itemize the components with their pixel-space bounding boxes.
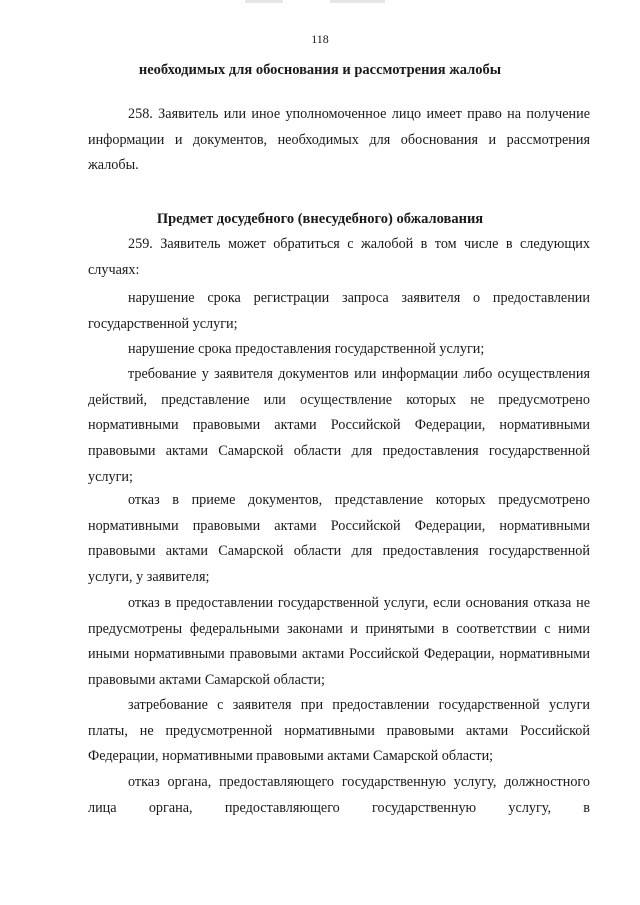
list-item: нарушение срока регистрации запроса заявителя о предоставлении государственной услуги;	[88, 290, 590, 332]
scan-artifact	[330, 0, 385, 3]
list-item: отказ в приеме документов, представление которых предусмотрено нормативными правовыми актами Российской Федерации, нормативными правовыми актами Самарской области для предоставления государственной услуги, у заявителя;	[88, 492, 590, 586]
section-heading-continued: необходимых для обоснования и рассмотрения жалобы	[138, 62, 502, 78]
list-item: нарушение срока предоставления государственной услуги;	[128, 341, 485, 357]
list-item: отказ в предоставлении государственной услуги, если основания отказа не предусмотрены федеральными законами и принятыми в соответствии с ними иными нормативными правовыми актами Российской Федерации, нормативными правовыми актами Самарской области;	[88, 595, 590, 689]
page-number: 118	[311, 32, 329, 46]
section-heading: Предмет досудебного (внесудебного) обжалования	[156, 211, 484, 227]
list-item: отказ органа, предоставляющего государственную услугу, должностного лица органа, предоставляющего государственную услугу, в	[88, 774, 590, 816]
paragraph-259: 259. Заявитель может обратиться с жалобой в том числе в следующих случаях:	[88, 236, 590, 278]
scan-artifact	[245, 0, 283, 3]
list-item: затребование с заявителя при предоставлении государственной услуги платы, не предусмотренной нормативными правовыми актами Российской Федерации, нормативными правовыми актами Самарской области;	[88, 697, 590, 765]
paragraph-258: 258. Заявитель или иное уполномоченное лицо имеет право на получение информации и документов, необходимых для обоснования и рассмотрения жалобы.	[88, 106, 590, 174]
list-item: требование у заявителя документов или информации либо осуществления действий, представление или осуществление которых не предусмотрено нормативными правовыми актами Российской Федерации, нормативными правовыми актами Самарской области для предоставления государственной услуги;	[88, 366, 590, 485]
